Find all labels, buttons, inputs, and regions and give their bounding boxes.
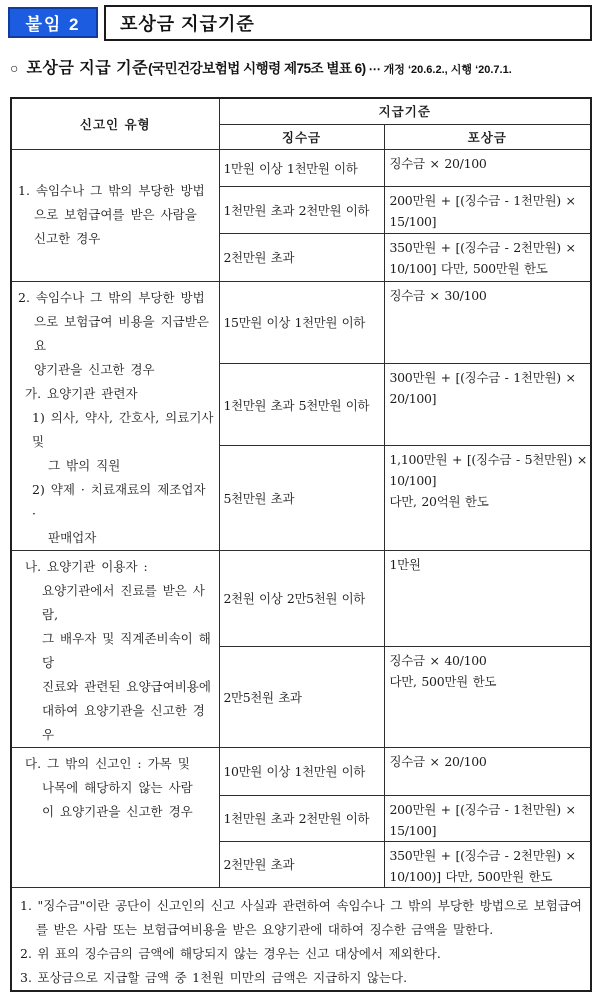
reporter-line: 이 요양기관을 신고한 경우 xyxy=(42,803,193,819)
reward-line: 1만원 xyxy=(389,556,421,572)
header-reward: 포상금 xyxy=(384,124,591,149)
collection-range-cell: 2만5천원 초과 xyxy=(219,647,384,747)
reporter-line: 2) 약제 · 치료재료의 제조업자 · xyxy=(32,481,206,521)
reporter-line: 가. 요양기관 관련자 xyxy=(25,385,138,401)
header-payment-criteria: 지급기준 xyxy=(219,98,591,124)
reward-cell xyxy=(384,747,591,795)
footnotes-cell xyxy=(11,887,591,991)
collection-range-cell: 2천만원 초과 xyxy=(219,233,384,281)
collection-range-cell: 5천만원 초과 xyxy=(219,446,384,550)
reporter-line: 으로 보험급여를 받은 사람을 xyxy=(34,207,197,222)
reporter-line: 나목에 해당하지 않는 사람 xyxy=(42,779,193,795)
reporter-line: 1) 의사, 약사, 간호사, 의료기사 및 xyxy=(32,409,214,449)
footnote-1: 1. "징수금"이란 공단이 신고인의 신고 사실과 관련하여 속임수나 그 밖의 부당한 방법으로 보험급여를 받은 사람 또는 보험급여비용을 받은 요양기관에 대하여 징수한 금액을 말한다. xyxy=(20,897,582,937)
reporter-line: 2. 속임수나 그 밖의 부당한 방법 xyxy=(18,289,205,305)
reward-line: 200만원 + [(징수금 - 1천만원) × 15/100] xyxy=(389,801,576,838)
reporter-cell-section-da xyxy=(11,747,219,887)
reporter-line: 다. 그 밖의 신고인 : 가목 및 xyxy=(25,755,190,771)
reward-cell xyxy=(384,186,591,233)
reward-cell xyxy=(384,647,591,747)
collection-range-cell: 15만원 이상 1천만원 이하 xyxy=(219,281,384,364)
reward-cell xyxy=(384,446,591,550)
subtitle-revision-dates: 개정 ‘20.6.2., 시행 ‘20.7.1. xyxy=(383,64,512,76)
reward-cell xyxy=(384,149,591,186)
reporter-line: 요양기관에서 진료를 받은 사람, xyxy=(42,582,205,622)
reporter-line: 진료와 관련된 요양급여비용에 xyxy=(42,678,211,694)
circle-bullet-icon: ○ xyxy=(10,60,19,76)
reward-line: 300만원 + [(징수금 - 1천만원) × 20/100] xyxy=(389,370,576,407)
collection-range-cell: 10만원 이상 1천만원 이하 xyxy=(219,747,384,795)
subtitle-ellipsis: ⋯ xyxy=(368,62,381,76)
reward-line: 징수금 × 30/100 xyxy=(389,287,487,303)
reward-cell xyxy=(384,550,591,647)
collection-range-cell: 1천만원 초과 5천만원 이하 xyxy=(219,364,384,446)
reporter-line: 신고한 경우 xyxy=(34,231,101,246)
reporter-line: 나. 요양기관 이용자 : xyxy=(25,558,148,574)
table-row xyxy=(11,747,591,795)
reporter-cell-section-2 xyxy=(11,281,219,550)
reporter-line: 으로 보험급여 비용을 지급받은 요 xyxy=(34,313,209,353)
reporter-line: 그 배우자 및 직계존비속이 해당 xyxy=(42,630,211,670)
collection-range-cell: 1천만원 초과 2천만원 이하 xyxy=(219,795,384,841)
reporter-cell-section-na xyxy=(11,550,219,747)
reporter-line: 판매업자 xyxy=(48,529,97,545)
footnote-2: 2. 위 표의 징수금의 금액에 해당되지 않는 경우는 신고 대상에서 제외한다. xyxy=(20,945,441,961)
subtitle-line xyxy=(10,55,594,78)
collection-range-cell: 2천만원 초과 xyxy=(219,841,384,887)
reward-cell xyxy=(384,233,591,281)
table-row xyxy=(11,149,591,186)
reward-cell xyxy=(384,795,591,841)
reporter-line: 1. 속임수나 그 밖의 부당한 방법 xyxy=(18,183,205,198)
page-title: 포상금 지급기준 xyxy=(104,5,592,41)
reporter-line: 그 밖의 직원 xyxy=(48,457,121,473)
table-header-row-1 xyxy=(11,98,591,124)
collection-range-cell: 1천만원 초과 2천만원 이하 xyxy=(219,186,384,233)
footnote-3: 3. 포상금으로 지급할 금액 중 1천원 미만의 금액은 지급하지 않는다. xyxy=(20,969,408,985)
reward-line: 다만, 500만원 한도 xyxy=(389,674,497,690)
reward-line: 200만원 + [(징수금 - 1천만원) × 15/100] xyxy=(389,192,576,229)
table-row xyxy=(11,550,591,647)
reward-line: 징수금 × 40/100 xyxy=(389,653,487,669)
reward-line: 다만, 20억원 한도 xyxy=(389,494,489,510)
reward-cell xyxy=(384,364,591,446)
document-header xyxy=(8,5,592,41)
reward-criteria-table xyxy=(10,97,592,992)
header-collection: 징수금 xyxy=(219,124,384,149)
subtitle-law-reference: (국민건강보험법 시행령 제75조 별표 6) xyxy=(148,61,366,76)
reporter-line: 대하여 요양기관을 신고한 경우 xyxy=(42,702,205,742)
table-row xyxy=(11,281,591,364)
footnote-row xyxy=(11,887,591,991)
attachment-badge: 붙임 2 xyxy=(8,7,98,38)
reward-line: 1,100만원 + [(징수금 - 5천만원) × 10/100] xyxy=(389,452,588,489)
reporter-cell-section-1 xyxy=(11,149,219,281)
header-reporter-type: 신고인 유형 xyxy=(11,98,219,149)
collection-range-cell: 1만원 이상 1천만원 이하 xyxy=(219,149,384,186)
reward-line: 징수금 × 20/100 xyxy=(389,753,487,769)
reporter-line: 양기관을 신고한 경우 xyxy=(34,361,155,377)
reward-line: 350만원 + [(징수금 - 2천만원) × 10/100)] 다만, 500만원 한도 xyxy=(389,847,576,884)
collection-range-cell: 2천원 이상 2만5천원 이하 xyxy=(219,550,384,647)
reward-cell xyxy=(384,841,591,887)
reward-line: 350만원 + [(징수금 - 2천만원) × 10/100] 다만, 500만원 한도 xyxy=(389,239,576,276)
subtitle-main: 포상금 지급 기준 xyxy=(26,60,149,77)
reward-cell xyxy=(384,281,591,364)
reward-line: 징수금 × 20/100 xyxy=(389,155,487,171)
